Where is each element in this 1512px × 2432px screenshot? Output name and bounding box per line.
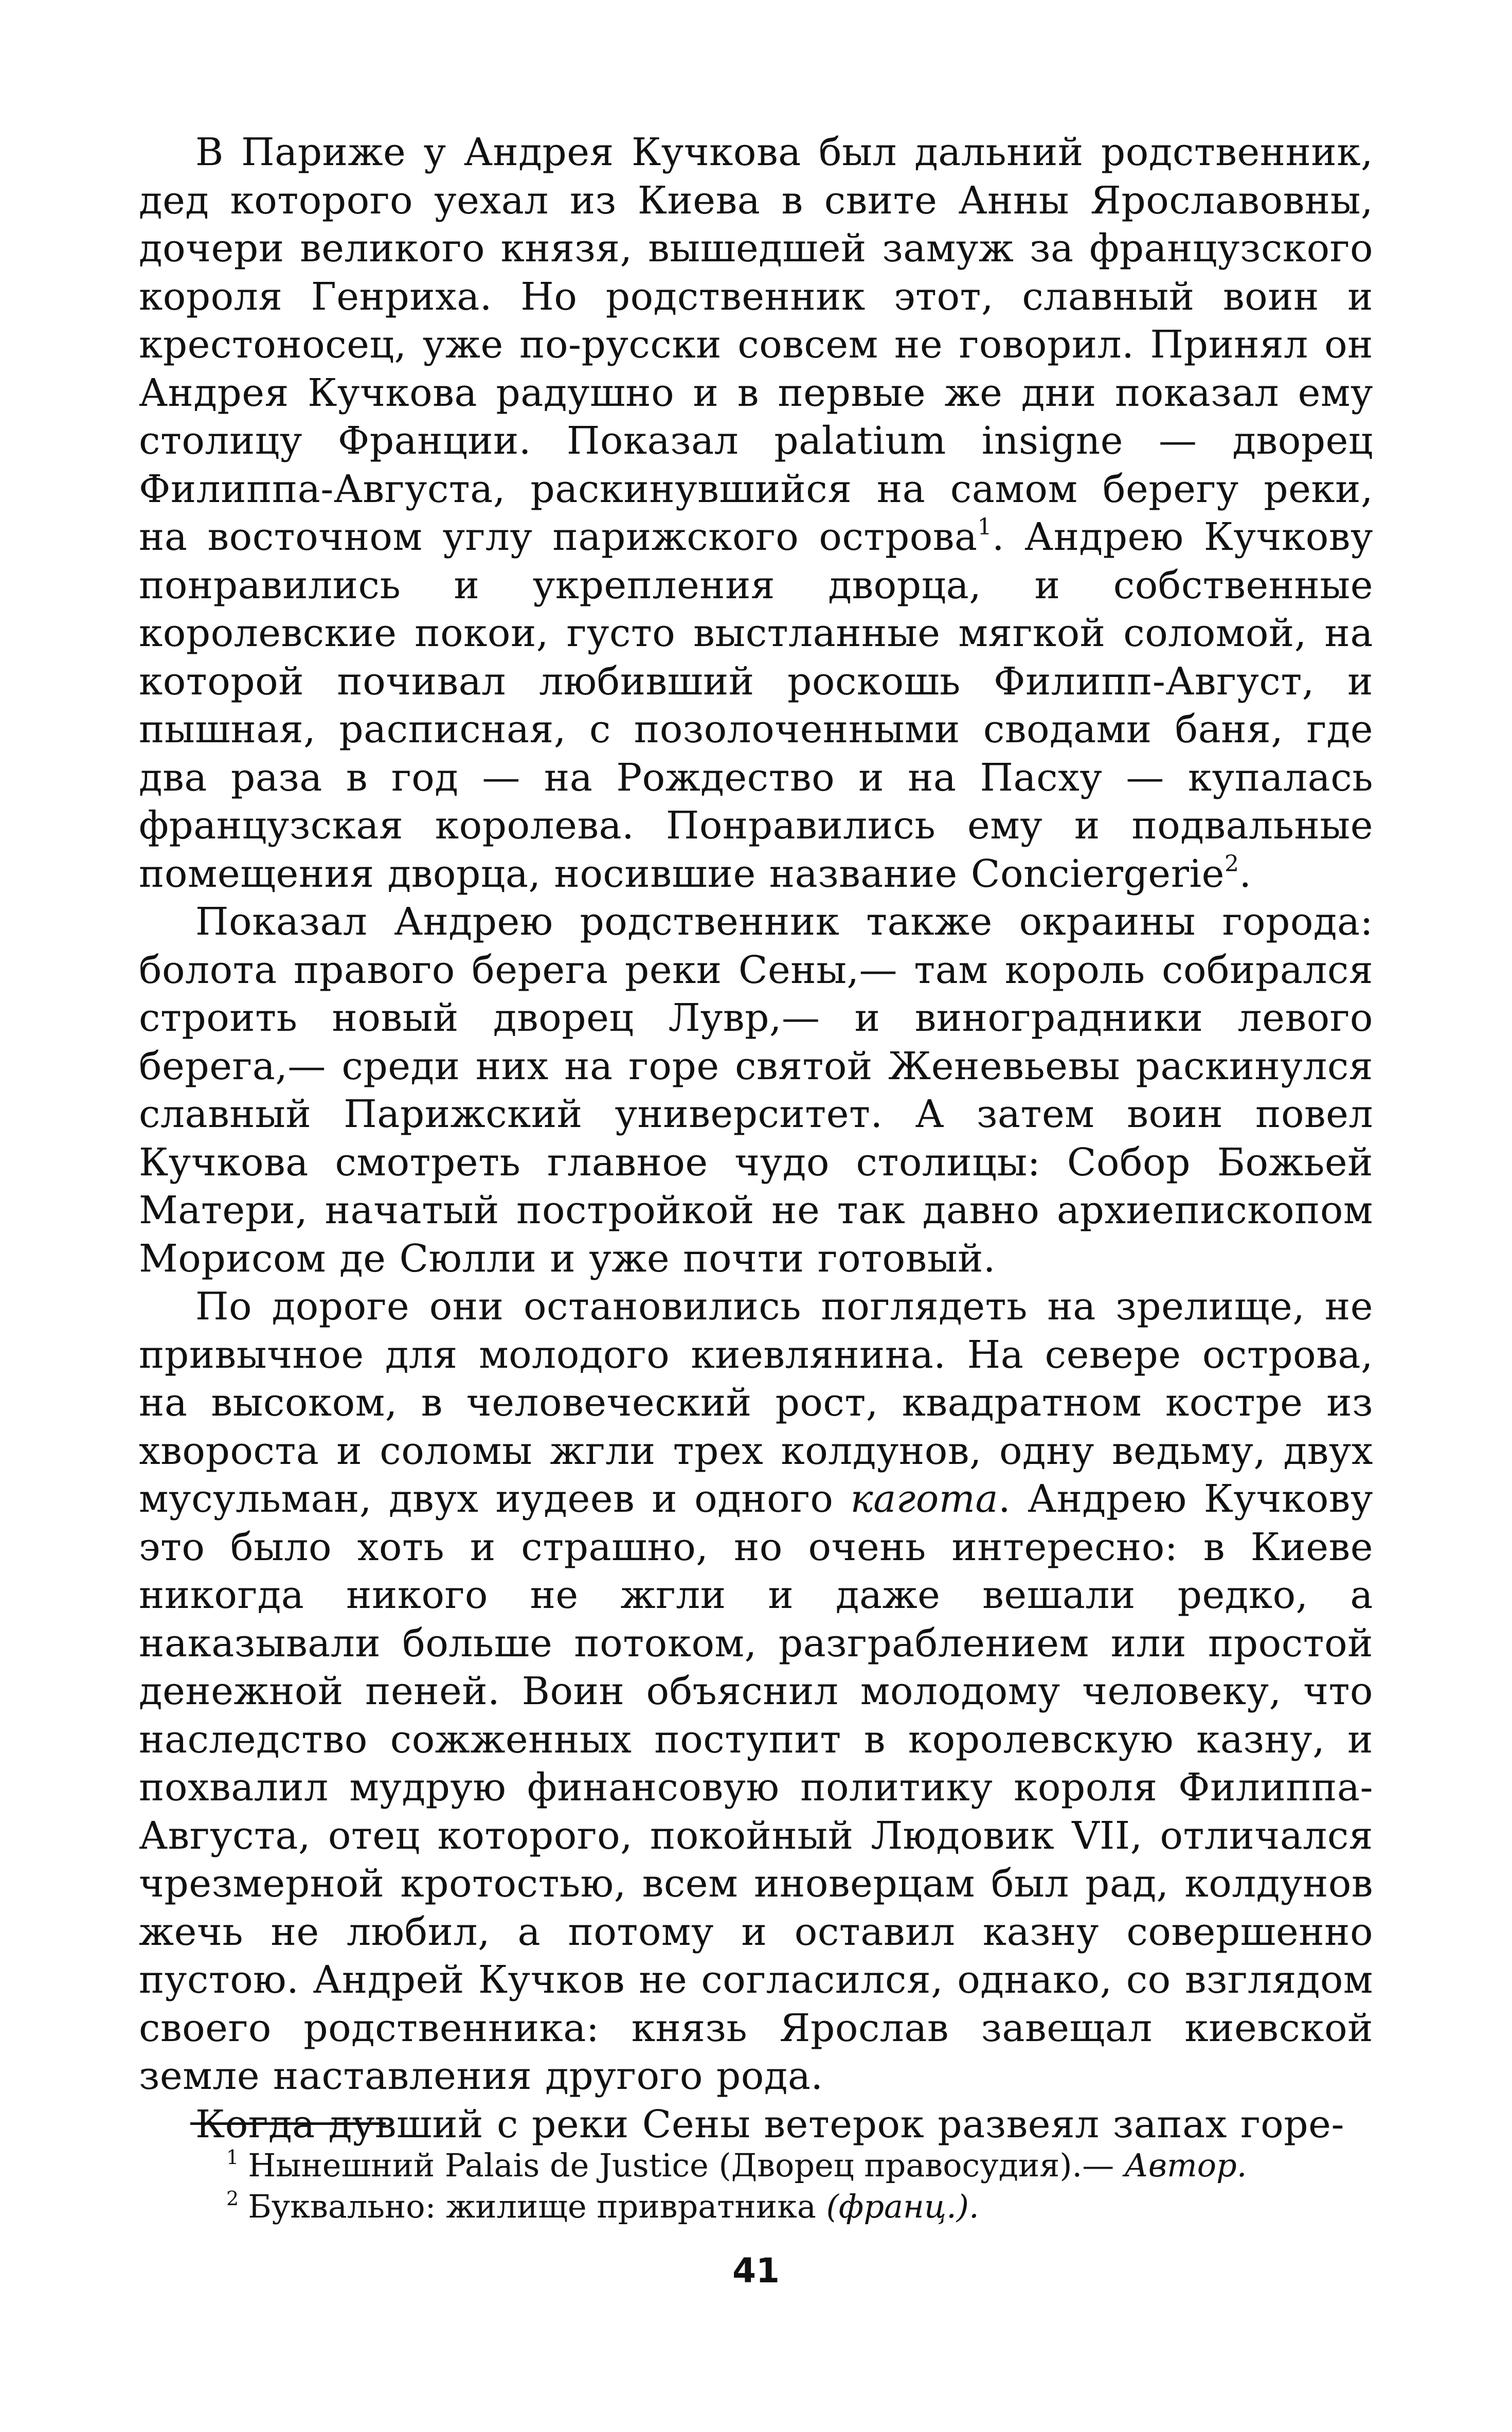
footnote-ref-2: 2 [1224, 850, 1239, 877]
footnote-1-attribution: Автор. [1124, 2147, 1247, 2184]
footnote-2 [226, 2186, 1409, 2227]
book-page-body [139, 129, 1373, 2149]
paragraph-3-text-a: По дороге они остановились поглядеть на зрелище, не привычное для молодого киевлянина. На севере острова, на высоком, в человеческий рост, квадратном костре из хвороста и соломы жгли трех колдунов, одну ведьму, двух мусульман, двух иудеев и одного [139, 1284, 1373, 1521]
paragraph-1 [139, 129, 1373, 898]
footnote-1 [226, 2145, 1409, 2186]
footnotes [226, 2145, 1409, 2227]
paragraph-3-italic-term: кагота [850, 1477, 999, 1521]
footnote-separator [190, 2122, 386, 2125]
footnote-1-mark: 1 [226, 2146, 239, 2169]
paragraph-3-text-b: . Андрею Кучкову это было хоть и страшно, но очень интересно: в Киеве никогда никого не жгли и даже вешали редко, а наказывали больше потоком, разграблением или простой денежной пеней. Воин объяснил молодому человеку, что наследство сожженных поступит в королевскую казну, и похвалил мудрую финансовую политику короля Филиппа-Августа, отец которого, покойный Людовик VII, отличался чрезмерной кротостью, всем иноверцам был рад, колдунов жечь не любил, а потому и оставил казну совершенно пустою. Андрей Кучков не согласился, однако, со взглядом своего родственника: князь Ярослав завещал киевской земле наставления другого рода. [139, 1477, 1373, 2098]
paragraph-1-text-c: . [1239, 851, 1252, 896]
paragraph-2: Показал Андрею родственник также окраины города: болота правого берега реки Сены,— там король собирался строить новый дворец Лувр,— и виноградники левого берега,— среди них на горе святой Женевьевы раскинулся славный Парижский университет. А затем воин повел Кучкова смотреть главное чудо столицы: Собор Божьей Матери, начатый постройкой не так давно архиепископом Морисом де Сюлли и уже почти готовый. [139, 900, 1373, 1281]
paragraph-3 [139, 1283, 1373, 2101]
paragraph-1-text-b: . Андрею Кучкову понравились и укрепления дворца, и собственные королевские покои, густо выстланные мягкой соломой, на которой почивал любивший роскошь Филипп-Август, и пышная, расписная, с позолоченными сводами баня, где два раза в год — на Рождество и на Пасху — купалась французская королева. Понравились ему и подвальные помещения дворца, носившие название Conciergerie [139, 515, 1373, 896]
paragraph-1-text-a: В Париже у Андрея Кучкова был дальний родственник, дед которого уехал из Киева в свите Анны Ярославовны, дочери великого князя, вышедшей замуж за французского короля Генриха. Но родственник этот, славный воин и крестоносец, уже по-русски совсем не говорил. Принял он Андрея Кучкова радушно и в первые же дни показал ему столицу Франции. Показал palatium insigne — дворец Филиппа-Августа, раскинувшийся на самом берегу реки, на восточном углу парижского острова [139, 130, 1373, 559]
paragraph-4: Когда дувший с реки Сены ветерок развеял запах горе- [195, 2102, 1344, 2147]
footnote-2-mark: 2 [226, 2187, 239, 2210]
footnote-ref-1: 1 [977, 514, 993, 540]
footnote-2-text: Буквально: жилище привратника [248, 2188, 826, 2225]
footnote-1-text: Нынешний Palais de Justice (Дворец правосудия).— [248, 2147, 1124, 2184]
page-number: 41 [732, 2251, 780, 2291]
footnote-2-attribution: (франц.). [826, 2188, 979, 2225]
